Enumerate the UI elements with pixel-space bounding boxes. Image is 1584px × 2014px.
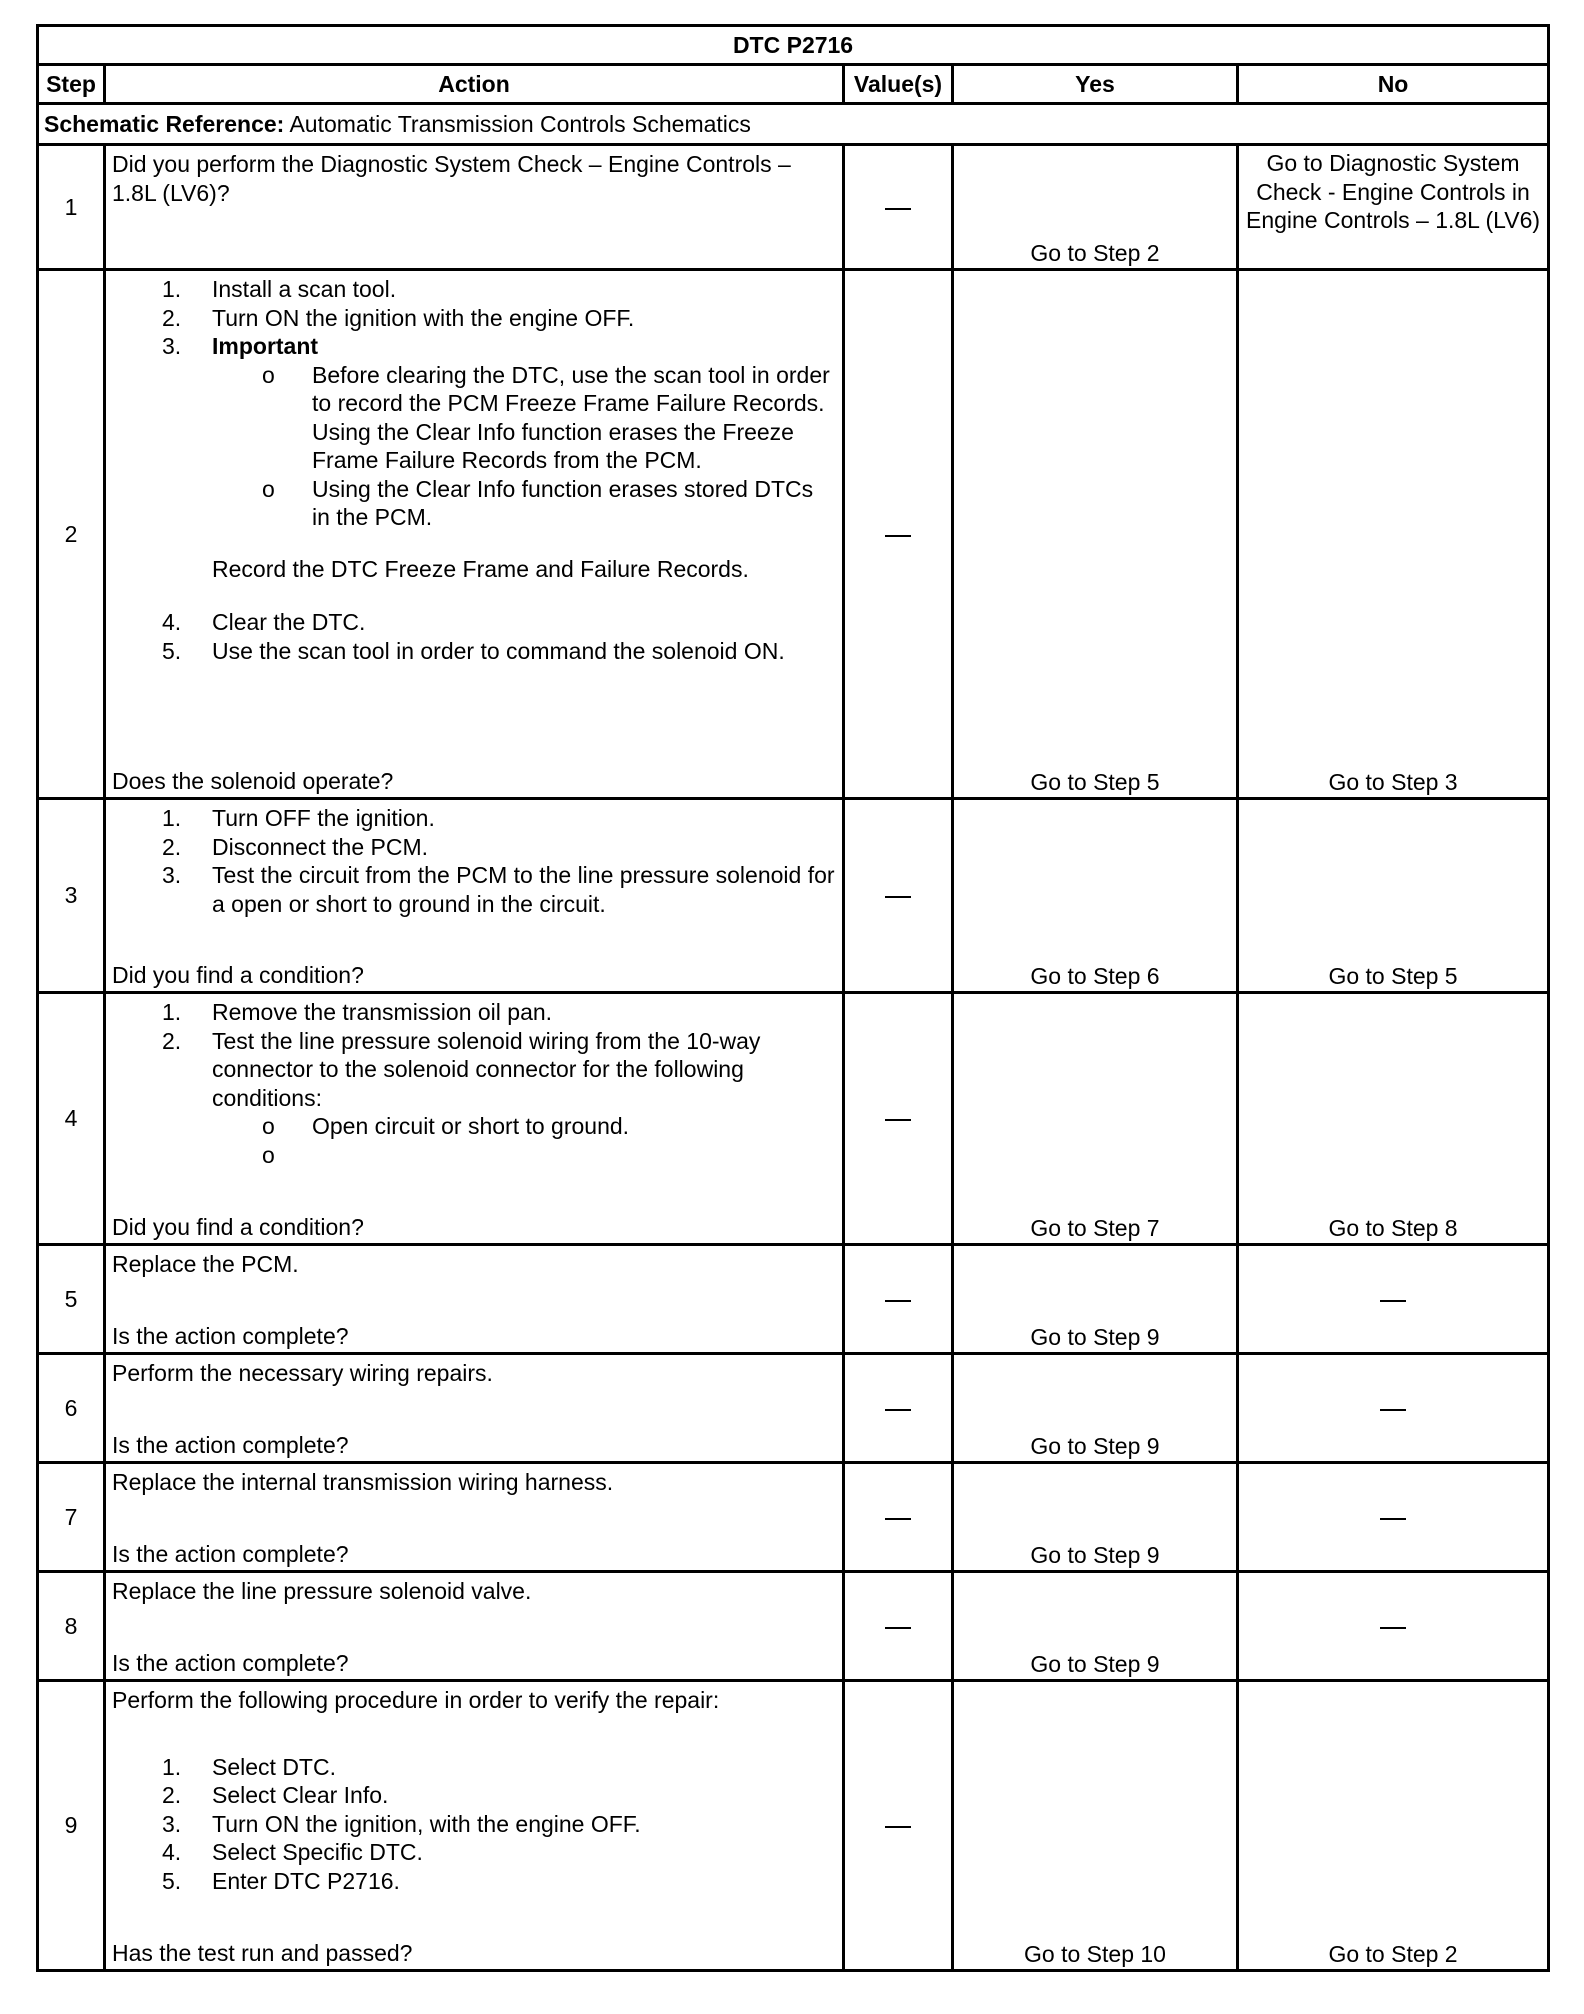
item-text: Use the scan tool in order to command the solenoid ON. [212,637,785,664]
header-yes: Yes [953,65,1238,104]
step-number: 9 [38,1681,105,1971]
sub-item [212,1141,836,1170]
step-number: 4 [38,993,105,1245]
item-text: Enter DTC P2716. [212,1867,400,1894]
item-text: Select DTC. [212,1753,336,1780]
item-text: Remove the transmission oil pan. [212,999,553,1025]
dash-mark [885,1518,911,1520]
action-cell [105,1572,844,1681]
action-cell [105,1245,844,1354]
action-cell [105,993,844,1245]
header-values: Value(s) [844,65,953,104]
header-row [38,65,1549,104]
action-cell [105,799,844,993]
step-number: 5 [38,1245,105,1354]
step-number: 1 [38,145,105,270]
header-step: Step [38,65,105,104]
yes-cell: Go to Step 6 [953,799,1238,993]
no-cell: Go to Diagnostic System Check - Engine Controls in Engine Controls – 1.8L (LV6) [1238,145,1549,270]
yes-cell: Go to Step 9 [953,1463,1238,1572]
question-text: Did you find a condition? [112,961,364,988]
list-item [112,275,836,304]
no-cell: Go to Step 2 [1238,1681,1549,1971]
sub-item-text: Open circuit or short to ground. [312,1113,630,1139]
action-text: Replace the PCM. [112,1251,299,1277]
item-text: Turn ON the ignition with the engine OFF. [212,304,635,331]
item-number: 5. [162,637,182,664]
table-row [38,1245,1549,1354]
document-page [36,24,1547,1972]
item-number: 1. [162,999,182,1025]
action-text: Perform the following procedure in order to verify the repair: [112,1687,720,1713]
yes-cell: Go to Step 9 [953,1354,1238,1463]
schematic-reference-row [38,104,1549,145]
yes-cell: Go to Step 5 [953,270,1238,799]
value-cell [844,993,953,1245]
question-text: Is the action complete? [112,1649,349,1676]
no-cell [1238,1245,1549,1354]
value-cell [844,1681,953,1971]
step-number: 3 [38,799,105,993]
dash-mark [885,1627,911,1629]
item-number: 2. [162,833,182,860]
item-text: Disconnect the PCM. [212,833,429,860]
dash-mark [1380,1627,1406,1629]
action-cell [105,1681,844,1971]
table-row [38,799,1549,993]
value-cell [844,799,953,993]
list-item [112,833,836,862]
question-text: Does the solenoid operate? [112,767,394,794]
step-number: 2 [38,270,105,799]
no-cell [1238,1572,1549,1681]
no-cell [1238,1463,1549,1572]
value-cell [844,1463,953,1572]
list-item [112,608,836,637]
value-cell [844,145,953,270]
list-item [112,1753,836,1782]
item-number: 1. [162,1753,182,1780]
procedure-list [112,275,836,665]
procedure-list [112,998,836,1169]
action-text: Did you perform the Diagnostic System Check – Engine Controls – 1.8L (LV6)? [112,151,791,206]
action-text: Replace the line pressure solenoid valve. [112,1578,532,1604]
list-item [112,1838,836,1867]
no-cell [1238,1354,1549,1463]
action-text: Replace the internal transmission wiring harness. [112,1469,614,1495]
action-cell [105,270,844,799]
dash-mark [1380,1300,1406,1302]
table-row [38,1354,1549,1463]
value-cell [844,1354,953,1463]
procedure-list [112,1753,836,1896]
table-row [38,270,1549,799]
question-text: Did you find a condition? [112,1213,364,1240]
question-text: Is the action complete? [112,1540,349,1567]
important-label: Important [212,333,319,359]
list-item [112,1867,836,1896]
item-number: 3. [162,1810,182,1837]
list-item [112,637,836,666]
list-item [112,804,836,833]
note-text: Record the DTC Freeze Frame and Failure Records. [212,555,749,582]
dash-mark [885,535,911,537]
schematic-label: Schematic Reference: [44,110,285,137]
action-cell [105,1463,844,1572]
question-text: Is the action complete? [112,1431,349,1458]
schematic-reference [38,104,1549,145]
item-text: Test the circuit from the PCM to the line pressure solenoid for a open or short to ground in the circuit. [212,862,835,917]
bullet-icon: o [262,1141,275,1168]
dash-mark [885,208,911,210]
item-number: 2. [162,1027,182,1054]
item-text: Install a scan tool. [212,276,397,302]
item-number: 1. [162,276,182,302]
sub-list [212,1112,836,1169]
yes-cell: Go to Step 9 [953,1245,1238,1354]
yes-cell: Go to Step 2 [953,145,1238,270]
sub-item-text: Before clearing the DTC, use the scan tool in order to record the PCM Freeze Frame Failure Records. Using the Clear Info function erases the Freeze Frame Failure Records from the PCM. [312,361,830,473]
item-text: Turn OFF the ignition. [212,805,435,831]
item-number: 3. [162,333,182,359]
table-title: DTC P2716 [38,26,1549,65]
item-number: 3. [162,862,182,888]
list-item [112,304,836,333]
dash-mark [885,1409,911,1411]
dash-mark [1380,1518,1406,1520]
dash-mark [885,1826,911,1828]
table-row [38,1572,1549,1681]
table-row [38,1463,1549,1572]
list-item [112,332,836,583]
value-cell [844,1572,953,1681]
list-item [112,1781,836,1810]
step-number: 7 [38,1463,105,1572]
list-item [112,998,836,1027]
sub-item-text: Using the Clear Info function erases stored DTCs in the PCM. [312,475,814,530]
dash-mark [885,1300,911,1302]
bullet-icon: o [262,475,275,502]
item-text: Turn ON the ignition, with the engine OFF. [212,1810,641,1837]
yes-cell: Go to Step 9 [953,1572,1238,1681]
sub-item [212,1112,836,1141]
item-number: 4. [162,609,182,635]
procedure-list [112,804,836,918]
table-row [38,145,1549,270]
dtc-table [36,24,1550,1972]
bullet-icon: o [262,361,275,388]
list-item [112,1810,836,1839]
dash-mark [1380,1409,1406,1411]
dash-mark [885,1119,911,1121]
item-number: 5. [162,1867,182,1894]
item-number: 2. [162,1782,182,1808]
action-cell [105,1354,844,1463]
no-cell: Go to Step 3 [1238,270,1549,799]
bullet-icon: o [262,1113,275,1139]
value-cell [844,1245,953,1354]
list-item [112,1027,836,1170]
step-number: 6 [38,1354,105,1463]
item-number: 4. [162,1839,182,1865]
item-text: Select Clear Info. [212,1782,389,1808]
item-number: 1. [162,805,182,831]
table-row [38,993,1549,1245]
value-cell [844,270,953,799]
sub-item [212,361,836,475]
list-item [112,861,836,918]
item-text: Clear the DTC. [212,609,366,635]
yes-cell: Go to Step 7 [953,993,1238,1245]
dash-mark [885,896,911,898]
yes-cell: Go to Step 10 [953,1681,1238,1971]
item-number: 2. [162,304,182,331]
item-text: Test the line pressure solenoid wiring from the 10-way connector to the solenoid connector for the following conditions: [212,1027,761,1111]
table-row [38,1681,1549,1971]
question-text: Is the action complete? [112,1322,349,1349]
action-cell [105,145,844,270]
step-number: 8 [38,1572,105,1681]
no-cell: Go to Step 8 [1238,993,1549,1245]
header-action: Action [105,65,844,104]
header-no: No [1238,65,1549,104]
item-text: Select Specific DTC. [212,1839,423,1865]
sub-list [212,361,836,532]
sub-item [212,475,836,532]
schematic-text: Automatic Transmission Controls Schematics [289,110,751,137]
action-text: Perform the necessary wiring repairs. [112,1360,493,1386]
no-cell: Go to Step 5 [1238,799,1549,993]
question-text: Has the test run and passed? [112,1939,413,1966]
